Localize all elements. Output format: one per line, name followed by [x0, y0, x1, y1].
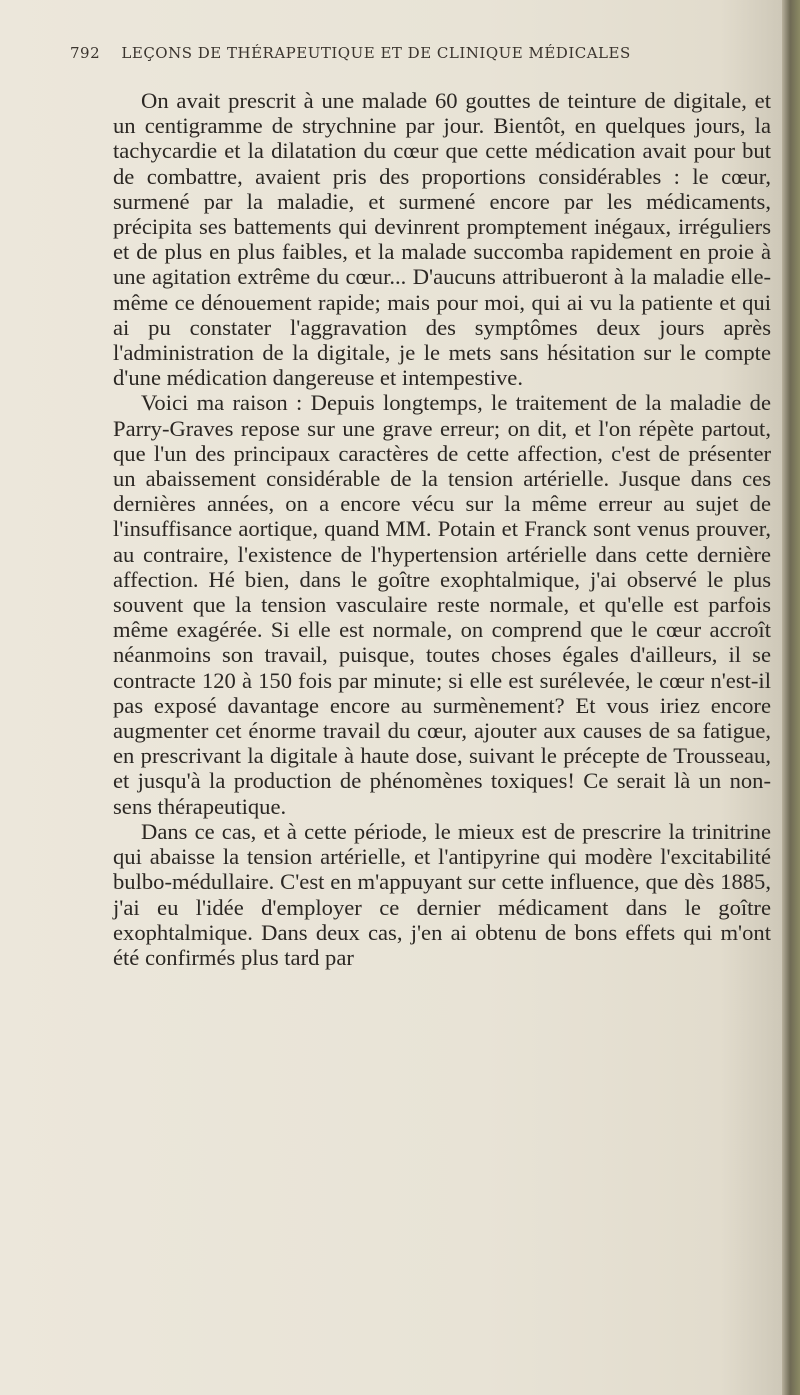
page-number: 792 — [70, 44, 101, 62]
paragraph-1: On avait prescrit à une malade 60 gouttes de teinture de digitale, et un centigramme de strychnine par jour. Bientôt, en quelques jours, la tachycardie et la dilatation du cœur que cette médication avait pour but de combattre, avaient pris des proportions considérables : le cœur, surmené par la maladie, et surmené encore par les médicaments, précipita ses battements qui devinrent promptement inégaux, irréguliers et de plus en plus faibles, et la malade succomba rapidement en proie à une agitation extrême du cœur... D'aucuns attribueront à la maladie elle-même ce dénouement rapide; mais pour moi, qui ai vu la patiente et qui ai pu constater l'aggravation des symptômes deux jours après l'administration de la digitale, je le mets sans hésitation sur le compte d'une médication dangereuse et intempestive. — [113, 88, 771, 391]
running-header — [70, 44, 760, 70]
body-text — [113, 88, 771, 970]
paragraph-2: Voici ma raison : Depuis longtemps, le traitement de la maladie de Parry-Graves repose sur une grave erreur; on dit, et l'on répète partout, que l'un des principaux caractères de cette affection, c'est de présenter un abaissement considérable de la tension artérielle. Jusque dans ces dernières années, on a encore vécu sur la même erreur au sujet de l'insuffisance aortique, quand MM. Potain et Franck sont venus prouver, au contraire, l'existence de l'hypertension artérielle dans cette dernière affection. Hé bien, dans le goître exophtalmique, j'ai observé le plus souvent que la tension vasculaire reste normale, et qu'elle est parfois même exagérée. Si elle est normale, on comprend que le cœur accroît néanmoins son travail, puisque, toutes choses égales d'ailleurs, il se contracte 120 à 150 fois par minute; si elle est surélevée, le cœur n'est-il pas exposé davantage encore au surmènement? Et vous iriez encore augmenter cet énorme travail du cœur, ajouter aux causes de sa fatigue, en prescrivant la digitale à haute dose, suivant le précepte de Trousseau, et jusqu'à la production de phénomènes toxiques! Ce serait là un non-sens thérapeutique. — [113, 390, 771, 819]
paragraph-3: Dans ce cas, et à cette période, le mieux est de prescrire la trinitrine qui abaisse la tension artérielle, et l'antipyrine qui modère l'excitabilité bulbo-médullaire. C'est en m'appuyant sur cette influence, que dès 1885, j'ai eu l'idée d'employer ce dernier médicament dans le goître exophtalmique. Dans deux cas, j'en ai obtenu de bons effets qui m'ont été confirmés plus tard par — [113, 818, 771, 970]
running-title: LEÇONS DE THÉRAPEUTIQUE ET DE CLINIQUE MÉDICALES — [121, 44, 631, 62]
book-spine-edge — [782, 0, 800, 1395]
